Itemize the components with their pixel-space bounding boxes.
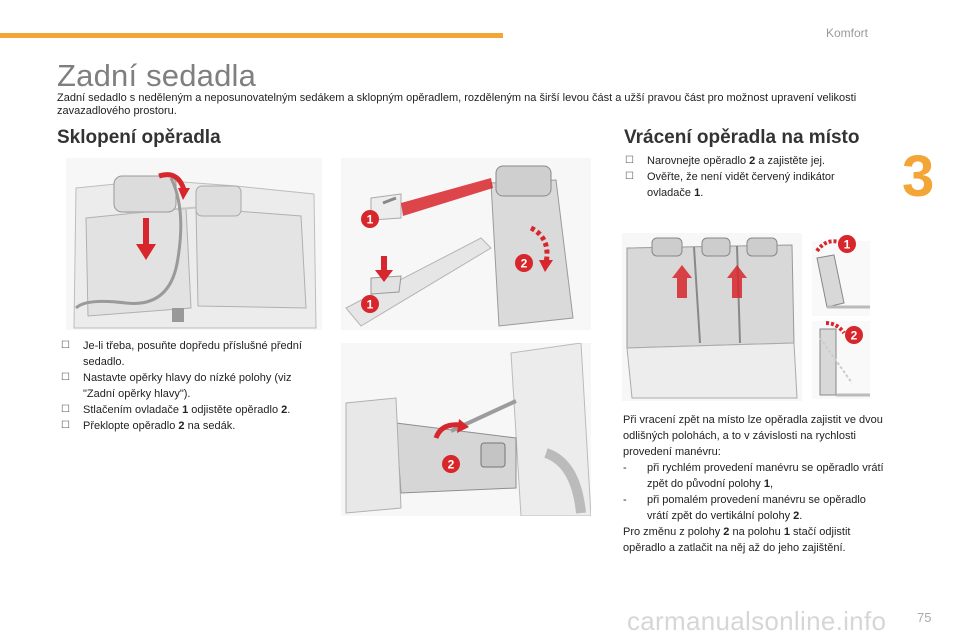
badge-return-1-icon [838,235,856,253]
badge-1b-icon [361,295,379,313]
checkbox-bullet-icon: ☐ [625,171,634,182]
intro-paragraph: Zadní sedadlo s neděleným a neposunovatelným sedákem a sklopným opěradlem, rozděleným na širší levou část a užší pravou část pro možnost upravení velikosti zavazadlového prostoru. [57,92,857,117]
checkbox-bullet-icon: ☐ [625,155,634,166]
dash-item: - při pomalém provedení manévru se opěradlo vrátí zpět do vertikální polohy 2. [623,494,866,522]
page-number: 75 [917,610,932,625]
checkbox-bullet-icon: ☐ [61,404,70,415]
illustration-seatback-unlock [341,158,591,330]
list-item: ☐ Nastavte opěrky hlavy do nízké polohy (viz "Zadní opěrky hlavy"). [61,372,292,400]
returning-steps [624,153,869,201]
badge-return-2-icon [845,326,863,344]
list-item: ☐ Stlačením ovladače 1 odjistěte opěradlo 2. [61,404,291,416]
dash-item: - při rychlém provedení manévru se opěradlo vrátí zpět do původní polohy 1, [623,462,884,490]
watermark: carmanualsonline.info [627,606,887,636]
checkbox-bullet-icon: ☐ [61,340,70,351]
heading-returning: Vrácení opěradla na místo [624,127,860,148]
svg-text:2: 2 [520,256,528,271]
svg-text:2: 2 [850,328,858,343]
svg-text:2: 2 [447,457,455,472]
svg-text:1: 1 [843,237,851,252]
badge-2b-icon [442,455,460,473]
list-item: ☐ Překlopte opěradlo 2 na sedák. [61,420,236,432]
badge-1-icon [361,210,379,228]
checkbox-bullet-icon: ☐ [61,420,70,431]
list-item: ☐ Ověřte, že není vidět červený indikátor ovladače 1. [625,171,835,199]
folding-steps [60,338,322,434]
list-item: ☐ Je-li třeba, posuňte dopředu příslušné přední sedadlo. [61,340,302,368]
header-accent-bar [0,33,503,38]
section-label: Komfort [826,26,869,40]
svg-text:1: 1 [366,297,374,312]
list-item: ☐ Narovnejte opěradlo 2 a zajistěte jej. [625,155,825,167]
illustration-seatback-return [622,233,874,401]
heading-folding: Sklopení opěradla [57,127,221,148]
svg-text:1: 1 [366,212,374,227]
chapter-number: 3 [902,144,935,209]
illustration-headrest-lowering [66,158,322,330]
checkbox-bullet-icon: ☐ [61,372,70,383]
badge-2-icon [515,254,533,272]
return-positions-paragraph: Při vracení zpět na místo lze opěradla zajistit ve dvou odlišných polohách, a to v závislosti na rychlosti provedení manévru: - při rychlém provedení manévru se opěradlo vrátí zpět do původní polohy 1, - při pomalém provedení manévru se opěradlo vrátí zpět do vertikální polohy 2. Pro změnu z polohy 2 na polohu 1 stačí odjistit opěradlo a zatlačit na něj až do jeho zajištění. [623,414,884,554]
illustration-seatback-folding [341,343,591,516]
page-title: Zadní sedadla [57,58,257,93]
